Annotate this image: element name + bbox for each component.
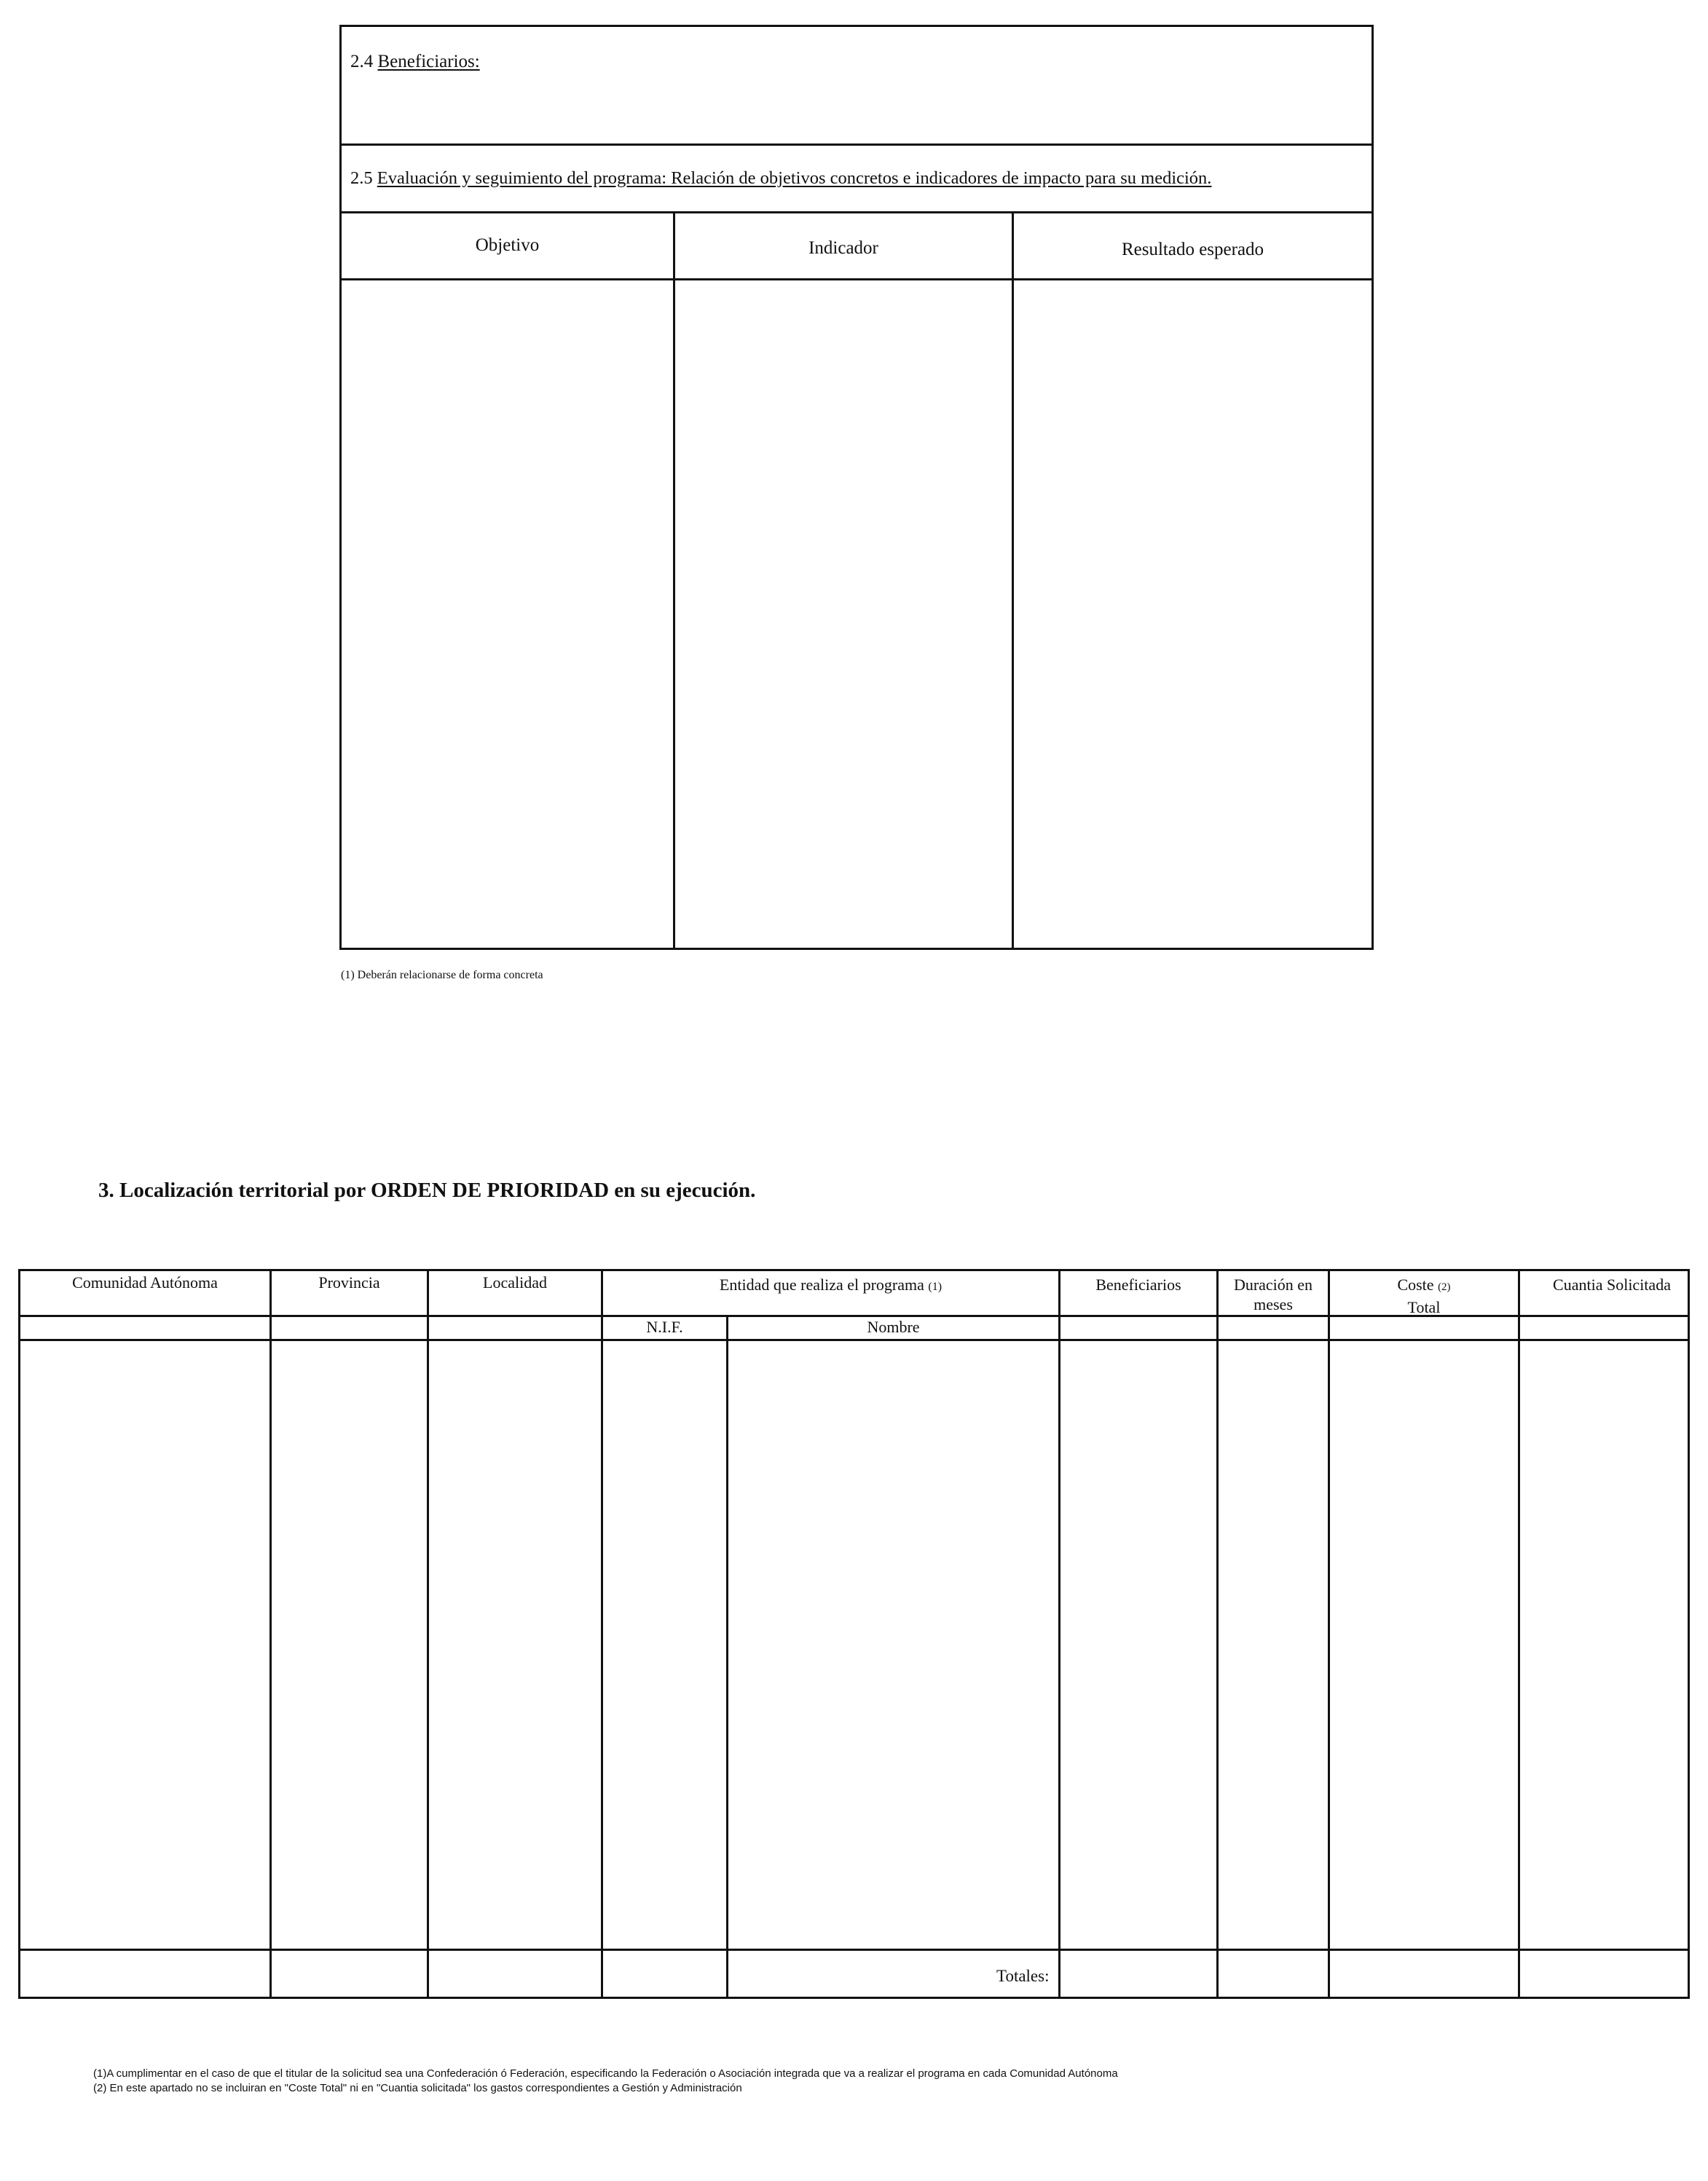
resultado-cell[interactable] (1014, 280, 1371, 948)
total-duracion-cell[interactable] (1219, 1951, 1328, 1997)
divider-evaluacion (342, 211, 1371, 213)
header-coste: Coste (1397, 1276, 1434, 1294)
column-header-resultado: Resultado esperado (1121, 240, 1264, 259)
header-comunidad-autonoma: Comunidad Autónoma (72, 1273, 218, 1292)
indicador-cell[interactable] (675, 280, 1012, 948)
header-localidad: Localidad (483, 1273, 547, 1292)
header-provincia: Provincia (318, 1273, 380, 1292)
column-header-indicador: Indicador (808, 238, 878, 258)
header-entidad (603, 1275, 1058, 1297)
subheader-nombre: Nombre (867, 1318, 920, 1336)
evaluation-form-box (339, 25, 1374, 950)
evaluacion-field-label (350, 168, 1211, 189)
header-beneficiarios: Beneficiarios (1095, 1276, 1181, 1294)
evaluacion-label: Evaluación y seguimiento del programa: Relación de objetivos concretos e indicadores de impacto para su medición. (377, 168, 1212, 188)
column-header-objetivo: Objetivo (475, 235, 540, 255)
section-3-footnote-1: (1)A cumplimentar en el caso de que el titular de la solicitud sea una Confederación ó Federación, especificando la Federación o Asociación integrada que va a realizar el programa en cada Comunidad Autónoma (93, 2067, 1118, 2080)
objetivo-cell[interactable] (342, 280, 673, 948)
beneficiarios-input-area[interactable] (350, 82, 1363, 140)
table-body-entries[interactable] (20, 1341, 1688, 1949)
beneficiarios-field-label (350, 52, 480, 72)
section-2-footnote: (1) Deberán relacionarse de forma concreta (341, 969, 543, 981)
section-3-footnote-2: (2) En este apartado no se incluiran en "Coste Total" ni en "Cuantia solicitada" los gastos correspondientes a Gestión y Administración (93, 2082, 742, 2094)
territorial-table (18, 1269, 1690, 1999)
total-cuantia-cell[interactable] (1520, 1951, 1688, 1997)
subheader-nif: N.I.F. (646, 1318, 683, 1336)
beneficiarios-label: Beneficiarios: (377, 52, 480, 71)
section-3-title: 3. Localización territorial por ORDEN DE PRIORIDAD en su ejecución. (98, 1179, 756, 1202)
header-coste-ref: (2) (1438, 1281, 1451, 1293)
total-beneficiarios-cell[interactable] (1060, 1951, 1216, 1997)
totals-label: Totales: (996, 1967, 1050, 1985)
header-total: Total (1407, 1298, 1441, 1316)
header-cuantia-solicitada: Cuantia Solicitada (1553, 1276, 1671, 1294)
header-duracion: Duración en meses (1233, 1276, 1313, 1313)
header-coste-total (1330, 1275, 1518, 1317)
total-coste-cell[interactable] (1330, 1951, 1518, 1997)
evaluacion-number: 2.5 (350, 168, 373, 188)
header-entidad-label: Entidad que realiza el programa (719, 1276, 924, 1294)
divider-beneficiarios (342, 144, 1371, 146)
beneficiarios-number: 2.4 (350, 52, 374, 71)
header-entidad-ref: (1) (928, 1281, 942, 1293)
